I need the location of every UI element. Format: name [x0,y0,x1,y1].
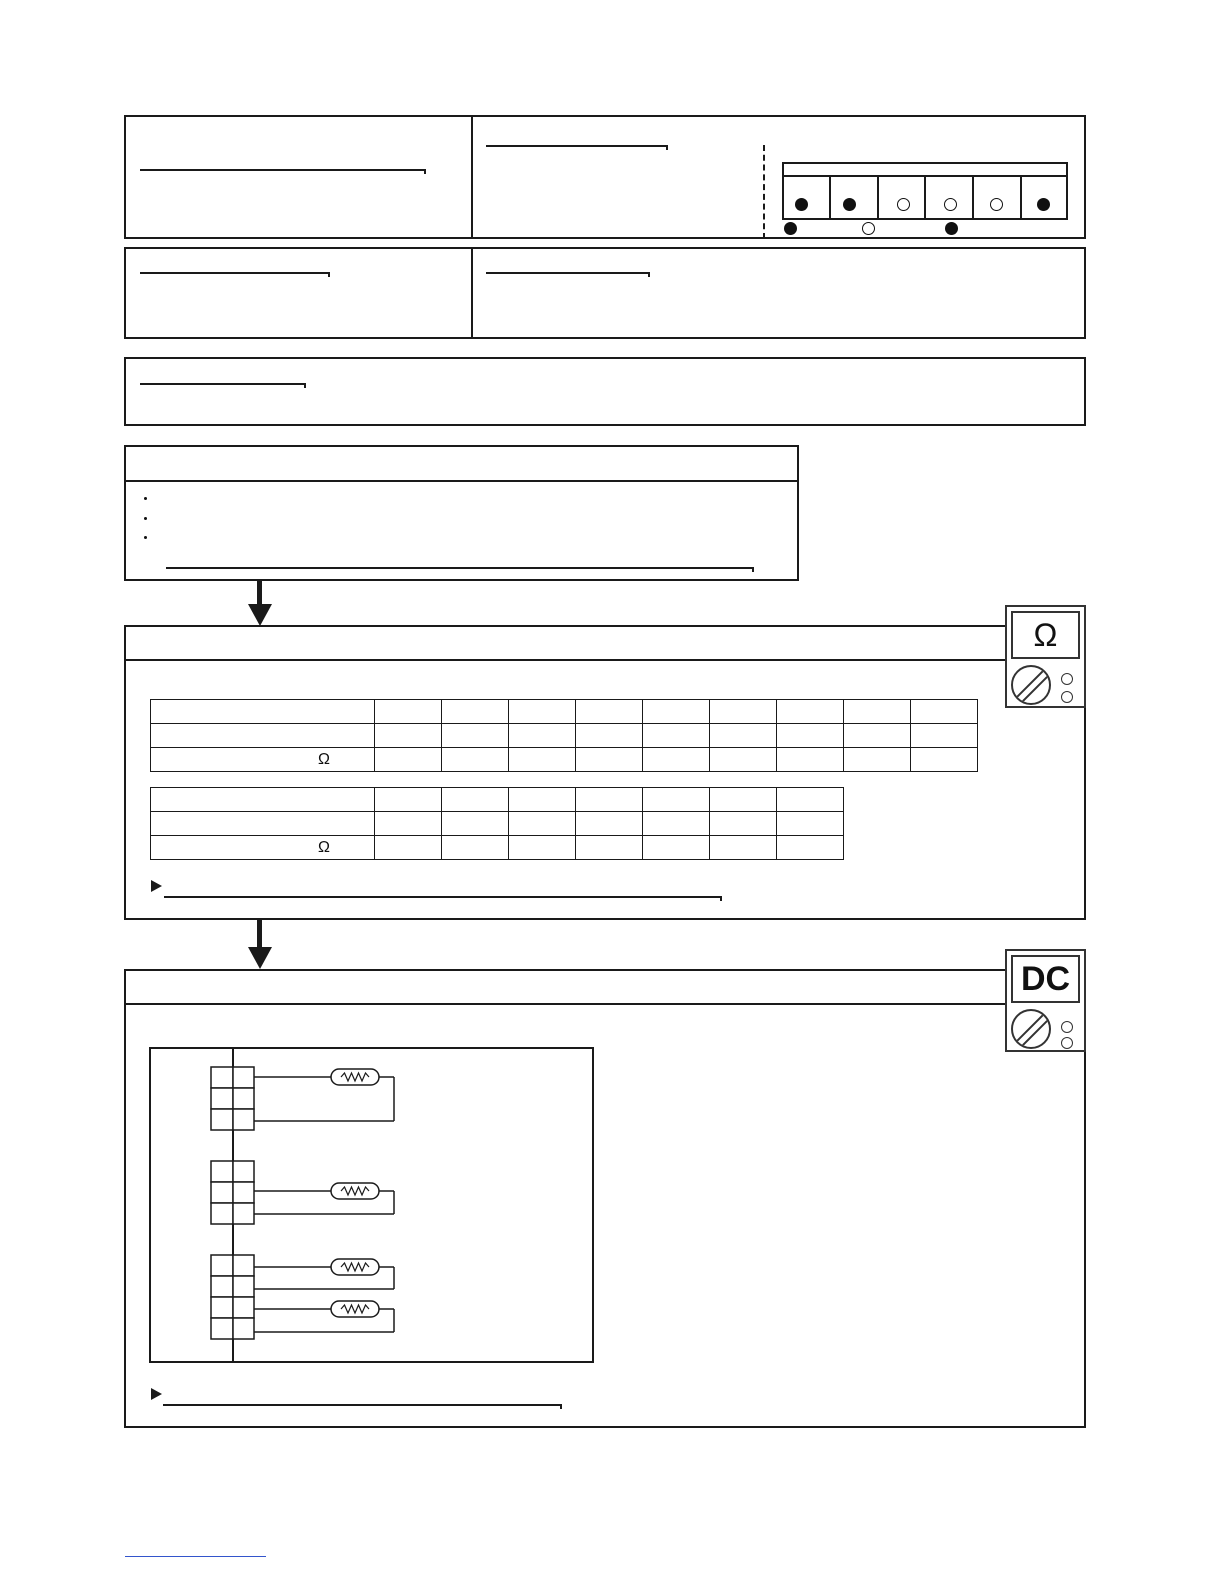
table-cell [509,836,576,860]
table-cell [710,724,777,748]
table-cell [151,700,375,724]
connector-pin [211,1182,233,1203]
resistor-icon [331,1069,379,1085]
table-cell [710,812,777,836]
flow-arrow-head [248,947,272,969]
grid-line [924,175,926,220]
flow-arrow-head [248,604,272,626]
table-cell [442,788,509,812]
table-cell [375,812,442,836]
table-cell [710,836,777,860]
divider [471,247,473,339]
indicator-off-icon [990,198,1003,211]
field-line [140,383,304,385]
table-cell [375,836,442,860]
table-cell [643,788,710,812]
legend-on-icon [945,222,958,235]
circuit-diagram [149,1047,595,1364]
ohmmeter-display [1011,611,1080,659]
table-row [151,788,844,812]
table-cell [375,700,442,724]
table-cell [509,812,576,836]
table-cell [777,700,844,724]
grid-line [877,175,879,220]
dc-display [1011,955,1080,1003]
table-cell [643,748,710,772]
info-panel-bottom [124,357,1086,426]
table-cell [442,836,509,860]
step-resistance-box [124,625,1086,920]
legend-on-icon [784,222,797,235]
connector-pin [233,1203,254,1224]
field-line [486,145,666,147]
preliminary-box [124,445,799,581]
connector-pin [211,1276,233,1297]
connector-pin [211,1109,233,1130]
table-cell [777,836,844,860]
table-cell [777,788,844,812]
resistance-table-2 [150,787,844,860]
flow-arrow [257,920,262,948]
dc-voltmeter [1005,949,1086,1052]
bullet [144,536,147,539]
jack-icon [1061,1021,1073,1033]
indicator-on-icon [843,198,856,211]
resistor-icon [331,1301,379,1317]
footer-link[interactable] [125,1556,266,1557]
table-cell [777,724,844,748]
connector-pin [233,1182,254,1203]
connector-pin [233,1161,254,1182]
table-cell [375,788,442,812]
table-cell [375,724,442,748]
indicator-on-icon [795,198,808,211]
bullet [144,497,147,500]
table-cell [710,700,777,724]
table-cell [844,748,911,772]
table-cell [777,748,844,772]
field-line [140,169,424,171]
connector-pin [211,1297,233,1318]
connector-pin [211,1203,233,1224]
table-row [151,812,844,836]
table-cell [509,700,576,724]
table-cell [509,748,576,772]
connector-pin [211,1067,233,1088]
connector-pin [233,1255,254,1276]
table-cell [576,748,643,772]
table-cell [576,700,643,724]
legend-off-icon [862,222,875,235]
field-line [486,272,648,274]
jack-icon [1061,673,1073,685]
table-cell [777,812,844,836]
jack-icon [1061,691,1073,703]
ohm-icon: Ω [1033,617,1058,653]
pointer-icon [151,1388,162,1400]
table-cell [151,724,375,748]
table-cell [643,836,710,860]
info-panel-middle [124,247,1086,339]
box-header-line [124,1003,1006,1005]
resistor-icon [331,1259,379,1275]
jack-icon [1061,1037,1073,1049]
units-cell: Ω [151,836,375,860]
grid-line [972,175,974,220]
connector-pin [233,1297,254,1318]
table-row [151,836,844,860]
units-cell: Ω [151,748,375,772]
field-line [140,272,328,274]
table-row [151,700,978,724]
table-cell [643,700,710,724]
table-cell [442,724,509,748]
table-cell [151,812,375,836]
indicator-on-icon [1037,198,1050,211]
indicator-off-icon [944,198,957,211]
dc-voltmeter-icon: DC [1020,960,1071,998]
ohmmeter [1005,605,1086,708]
connector-pin [211,1318,233,1339]
field-line [166,567,752,569]
table-row [151,748,978,772]
table-cell [844,700,911,724]
table-cell [375,748,442,772]
table-cell [576,788,643,812]
connector-pin [211,1088,233,1109]
grid-line [829,175,831,220]
table-cell [911,724,978,748]
table-cell [509,788,576,812]
connector-pin [233,1318,254,1339]
table-cell [442,748,509,772]
indicator-off-icon [897,198,910,211]
resistance-table-1 [150,699,978,772]
table-cell [643,724,710,748]
table-cell [643,812,710,836]
dashed-divider [763,145,765,239]
connector-pin [233,1276,254,1297]
table-cell [710,748,777,772]
pointer-icon [151,880,162,892]
connector-pin [211,1255,233,1276]
connector-pin [211,1161,233,1182]
flow-arrow [257,581,262,605]
table-cell [509,724,576,748]
table-cell [151,788,375,812]
table-cell [576,724,643,748]
resistor-icon [331,1183,379,1199]
bullet [144,517,147,520]
connector-pin [233,1088,254,1109]
connector-pin [233,1067,254,1088]
table-cell [576,812,643,836]
table-cell [911,700,978,724]
table-cell [911,748,978,772]
box-header-line [124,480,799,482]
table-row [151,724,978,748]
table-cell [442,812,509,836]
selector-knob-icon [1011,665,1051,705]
selector-knob-icon [1011,1009,1051,1049]
table-cell [442,700,509,724]
table-cell [576,836,643,860]
field-line [164,896,720,898]
box-header-line [124,659,1006,661]
table-cell [844,724,911,748]
connector-pin [233,1109,254,1130]
grid-line [1020,175,1022,220]
table-cell [710,788,777,812]
divider [471,115,473,239]
field-line [163,1404,560,1406]
